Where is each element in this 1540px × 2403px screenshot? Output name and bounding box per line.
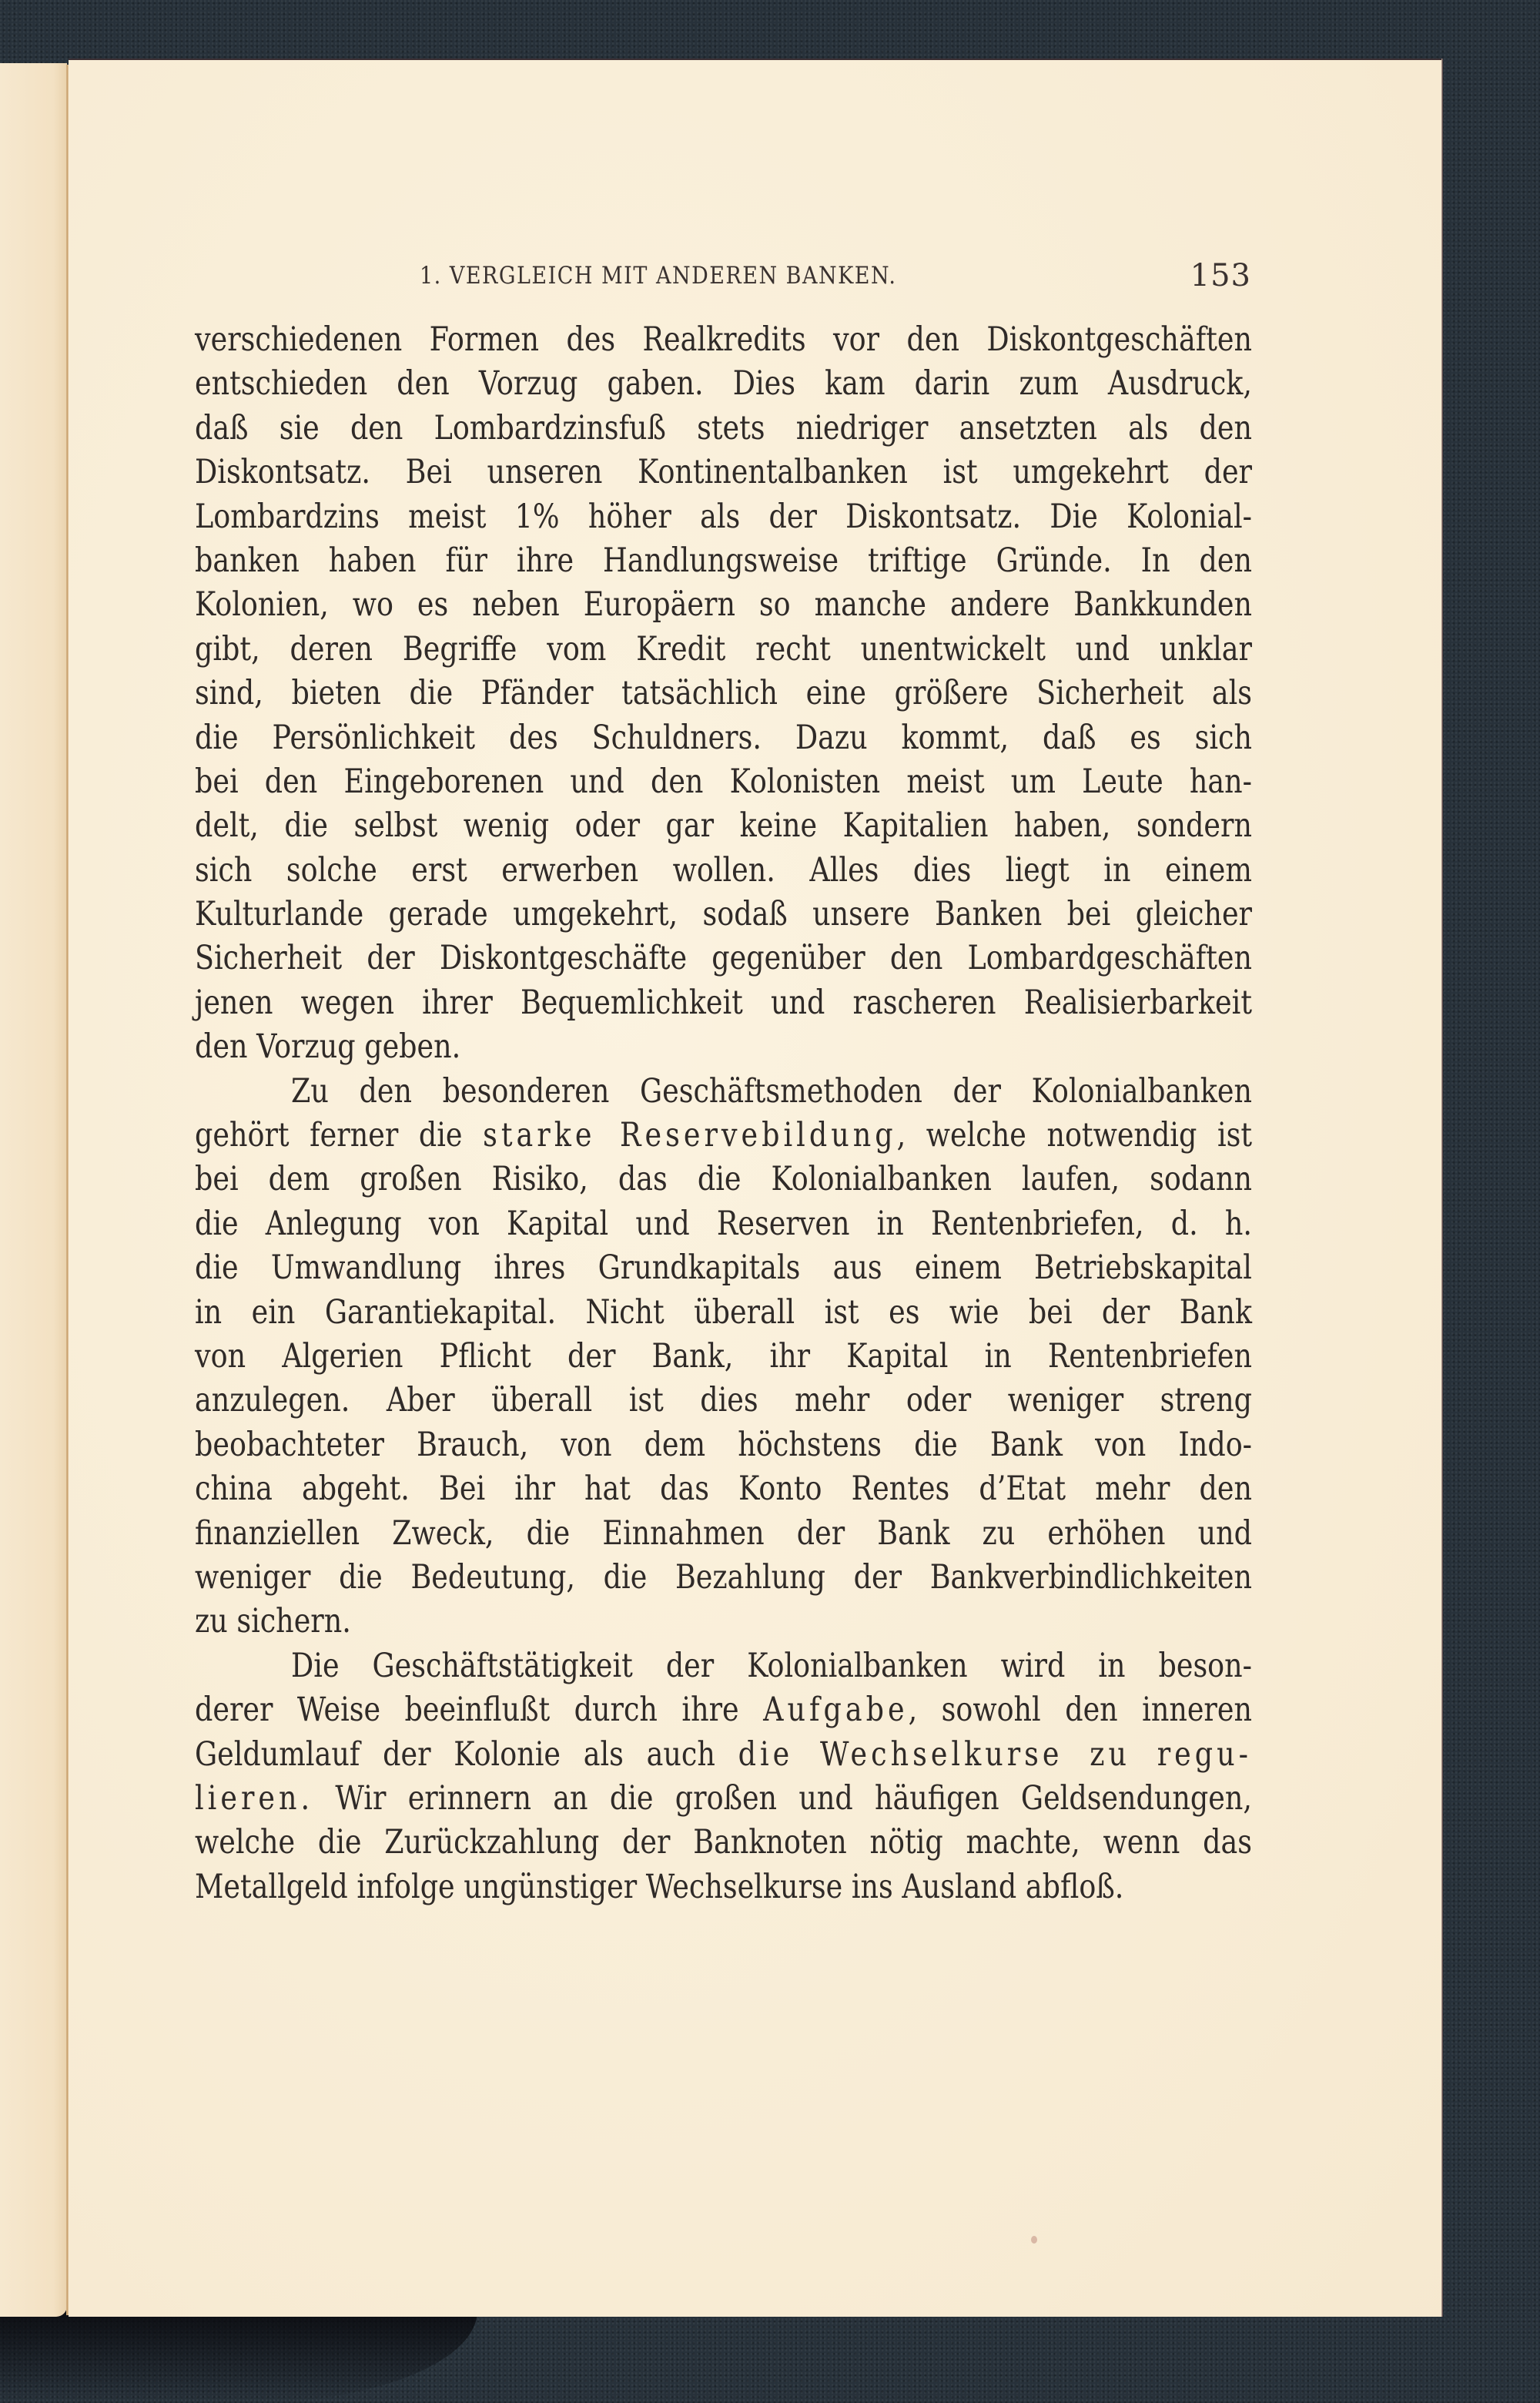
text-line: in ein Garantiekapital. Nicht überall ist es wie bei der Bank bbox=[195, 1292, 1252, 1332]
text-line: Diskontsatz. Bei unseren Kontinentalbanken ist umgekehrt der bbox=[195, 452, 1252, 492]
body-text bbox=[195, 317, 1252, 1909]
facing-page-edge bbox=[0, 63, 67, 2317]
text-line: daß sie den Lombardzinsfuß stets niedriger ansetzten als den bbox=[195, 407, 1252, 447]
text-line: bei den Eingeborenen und den Kolonisten meist um Leute han- bbox=[195, 762, 1252, 801]
text-line: verschiedenen Formen des Realkredits vor den Diskontgeschäften bbox=[195, 320, 1252, 359]
text-line: Die Geschäftstätigkeit der Kolonialbanken wird in beson- bbox=[291, 1645, 1252, 1685]
text-line: gibt, deren Begriffe vom Kredit recht unentwickelt und unklar bbox=[195, 628, 1252, 669]
running-title: 1. VERGLEICH MIT ANDEREN BANKEN. bbox=[420, 262, 897, 290]
paragraph bbox=[195, 317, 1252, 1069]
text-run: , sowohl den inneren bbox=[908, 1690, 1252, 1729]
text-line: bei dem großen Risiko, das die Kolonialbanken laufen, sodann bbox=[195, 1159, 1252, 1199]
text-line: sich solche erst erwerben wollen. Alles dies liegt in einem bbox=[195, 850, 1252, 890]
text-line: von Algerien Pflicht der Bank, ihr Kapital in Rentenbriefen bbox=[195, 1336, 1252, 1376]
text-run: Wir erinnern an die großen und häufigen Geldsendungen, bbox=[313, 1778, 1252, 1818]
text-line: delt, die selbst wenig oder gar keine Kapitalien haben, sondern bbox=[195, 806, 1252, 846]
text-line: Zu den besonderen Geschäftsmethoden der Kolonialbanken bbox=[291, 1071, 1252, 1111]
text-run: gehört ferner die bbox=[195, 1115, 484, 1155]
text-line: finanziellen Zweck, die Einnahmen der Bank zu erhöhen und bbox=[195, 1513, 1252, 1553]
text-line: den Vorzug geben. bbox=[195, 1027, 461, 1067]
paper-speck bbox=[1031, 2236, 1037, 2244]
text-line: Kolonien, wo es neben Europäern so manche andere Bankkunden bbox=[195, 585, 1252, 625]
paragraph bbox=[195, 1644, 1252, 1909]
paragraph bbox=[195, 1069, 1252, 1644]
emphasized-text: lieren. bbox=[195, 1778, 314, 1818]
emphasized-text: Aufgabe bbox=[763, 1690, 909, 1729]
text-run: , welche notwendig ist bbox=[896, 1115, 1253, 1155]
scan-shadow bbox=[0, 2311, 477, 2403]
text-line: die Anlegung von Kapital und Reserven in Rentenbriefen, d. h. bbox=[195, 1203, 1252, 1243]
text-line: banken haben für ihre Handlungsweise triftige Gründe. In den bbox=[195, 541, 1252, 580]
text-line: die Persönlichkeit des Schuldners. Dazu kommt, daß es sich bbox=[195, 717, 1252, 757]
text-line: Lombardzins meist 1% höher als der Diskontsatz. Die Kolonial- bbox=[195, 496, 1252, 536]
text-line: jenen wegen ihrer Bequemlichkeit und rascheren Realisierbarkeit bbox=[195, 982, 1252, 1022]
text-line: beobachteter Brauch, von dem höchstens die Bank von Indo- bbox=[195, 1424, 1252, 1464]
text-line: Metallgeld infolge ungünstiger Wechselkurse ins Ausland abfloß. bbox=[195, 1866, 1124, 1906]
text-line: entschieden den Vorzug gaben. Dies kam darin zum Ausdruck, bbox=[195, 364, 1252, 404]
text-line: weniger die Bedeutung, die Bezahlung der Bankverbindlichkeiten bbox=[195, 1557, 1252, 1597]
text-line: sind, bieten die Pfänder tatsächlich eine größere Sicherheit als bbox=[195, 673, 1252, 712]
text-line: Kulturlande gerade umgekehrt, sodaß unsere Banken bei gleicher bbox=[195, 894, 1252, 933]
text-run: Geldumlauf der Kolonie als auch bbox=[195, 1734, 738, 1774]
page-number: 153 bbox=[1190, 258, 1251, 293]
text-line: welche die Zurückzahlung der Banknoten nötig machte, wenn das bbox=[195, 1822, 1252, 1862]
text-line: zu sichern. bbox=[195, 1601, 351, 1641]
text-line: china abgeht. Bei ihr hat das Konto Rentes d’Etat mehr den bbox=[195, 1469, 1252, 1508]
text-run: derer Weise beeinflußt durch ihre bbox=[195, 1690, 764, 1729]
page-header bbox=[420, 258, 1251, 295]
emphasized-text: die Wechselkurse zu regu- bbox=[738, 1734, 1252, 1774]
text-line: die Umwandlung ihres Grundkapitals aus einem Betriebskapital bbox=[195, 1248, 1252, 1288]
text-line: Sicherheit der Diskontgeschäfte gegenüber den Lombardgeschäften bbox=[195, 938, 1252, 978]
emphasized-text: starke Reservebildung bbox=[483, 1115, 897, 1155]
text-line: anzulegen. Aber überall ist dies mehr oder weniger streng bbox=[195, 1380, 1252, 1420]
